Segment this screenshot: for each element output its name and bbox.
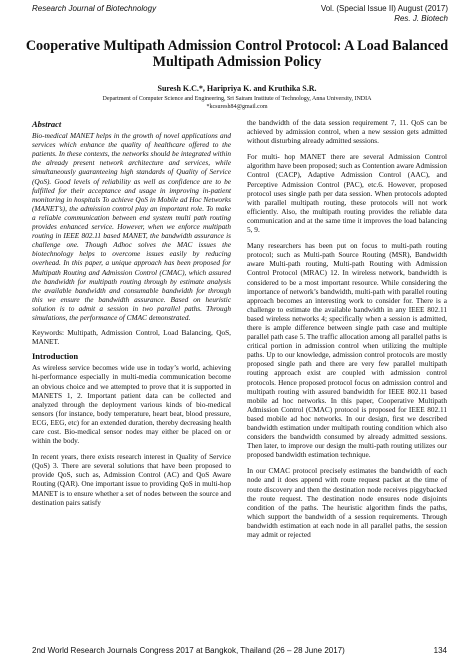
journal-volume-block bbox=[321, 4, 448, 24]
abstract-heading: Abstract bbox=[32, 119, 62, 129]
introduction-heading: Introduction bbox=[32, 351, 79, 362]
right-paragraph-3: Many researchers has been put on focus to multi-path routing protocol; such as Multi-path Source Routing (MSR), Bandwidth aware Multi-path routing, Multi-path Routing with Admission Control Protocol (MRAC) 12. In wireless network, bandwidth is considered to be a most important resource. While considering the importance of network’s bandwidth, multi-path with parallel routing approach becomes an interesting work to consider for. There is a challenge to estimate the available bandwidth in any IEEE 802.11 based wireless networks 4; specifically when a session is admitted, there is ample difference between single path case and multiple parallel path case 5. The traffic allocation among all parallel paths is critical portion in admission control when utilizing the multiple paths. Up to our knowledge, admission control protocols are mostly proposed single path and there are very few parallel multipath routing approach exist are coupled with admission control protocols. Hence proposed protocol focus on admission control and multipath routing with assured bandwidth for IEEE 802.11 based mobile ad hoc networks. In this paper, Cooperative Multipath Admission Control (CMAC) protocol is proposed for IEEE 802.11 based mobile ad hoc networks. In our design, first we described bandwidth estimation under multipath routing condition which also considers the bandwidth consumed by already admitted sessions. Then later, to improve our design the multi-path routing utilizes our proposed bandwidth estimation technique. bbox=[247, 241, 447, 460]
intro-paragraph-2: In recent years, there exists research interest in Quality of Service (QoS) 3. There are several solutions that have been proposed to provide QoS, such as, Admission Control (AC) and QoS Aware Routing (QAR). One important issue to providing QoS in multi-hop MANET is to ensure whether a set of nodes between the source and destination pairs satisfy bbox=[32, 452, 231, 507]
author-affiliation-block bbox=[22, 95, 452, 111]
journal-name: Research Journal of Biotechnology bbox=[32, 4, 157, 13]
keywords: Keywords: Multipath, Admission Control, Load Balancing, QoS, MANET. bbox=[32, 328, 231, 347]
right-paragraph-4: In our CMAC protocol precisely estimates the bandwidth of each node and it does append with route request packet at the time of route discovery and then the destination node receives piggybacked the route request. The destination node ensures node disjoints condition of the paths. The heuristic algorithm finds the paths, which support the bandwidth of a session requirements. Through bandwidth estimation at each node in all parallel paths, the session may admit or rejected bbox=[247, 466, 447, 540]
left-column bbox=[32, 120, 231, 514]
footer-conference: 2nd World Research Journals Congress 2017 at Bangkok, Thailand (26 – 28 June 2017) bbox=[32, 646, 345, 655]
journal-abbrev: Res. J. Biotech bbox=[394, 14, 448, 23]
paper-title: Cooperative Multipath Admission Control Protocol: A Load Balanced Multipath Admission Policy bbox=[25, 38, 449, 70]
abstract-text: Bio-medical MANET helps in the growth of novel applications and services which enhance the quality of healthcare offered to the patients. In these contexts, the networks should be integrated within the already present network architecture and services, while simultaneously guaranteeing high standards of Quality of Service (QoS). Good levels of reliability as well as confidence are to be fulfilled for their acceptance and usage in improving in-patient monitoring in hospitals To achieve QoS in Mobile ad Hoc Networks (MANET’s), the admission control play an important role. To make a reliable communication between end system multi path routing provides enhanced service. However, when we enforce multipath routing in IEEE 802.11 based MANET, the bandwidth assurance is challenge one. Though Adhoc solves the MAC issues the biotechnology helps to overcome issues easily by reducing overhead. In this paper, a unique approach has been proposed for Multipath Routing and Admission Control (CMAC), which assured the bandwidth for multipath routing through by estimate analysis the available bandwidth and consumable bandwidth for through this we ensure the bandwidth assurance. Based on heuristic solution is to admit a session in two parallel paths. Through simulations, the performance of CMAC demonstrated. bbox=[32, 131, 231, 322]
right-column bbox=[247, 118, 447, 546]
page-footer bbox=[32, 646, 447, 655]
page-number: 134 bbox=[433, 646, 447, 655]
intro-paragraph-1: As wireless service becomes wide use in today’s world, achieving hi-performance especially in multi-media communication become an obvious choice and we attempted to prove that it is supported in MANETS 1, 2. Important patient data can be collected and analyzed through the deployment various kinds of bio-medical sensors (for instance, body temperature, heart beat, blood pressure, ECG, EEG, etc) for an extended duration, thereby decreasing health care cost. Bio-medical sensor nodes may either be placed on or within the body. bbox=[32, 363, 231, 446]
right-paragraph-2: For multi- hop MANET there are several Admission Control algorithm have been proposed; such as Contention aware Admission Control (CACP), Adaptive Admission Control (AAC), and Perceptive Admission Control (PAC), etc.6. However, proposed protocol uses single path per data session. When protocols adopted with parallel multipath routing, these protocols will not work efficiently. Also, the multipath routing provides the reliable data communication and at the same time it improves the load balancing 5, 9. bbox=[247, 152, 447, 235]
paper-authors: Suresh K.C.*, Haripriya K. and Kruthika S.R. bbox=[157, 84, 317, 93]
right-paragraph-1: the bandwidth of the data session requirement 7, 11. QoS can be achieved by admission control, when a new session gets admitted without disturbing already admitted sessions. bbox=[247, 118, 447, 146]
author-email: *kcsuresh84@gmail.com bbox=[206, 104, 268, 110]
author-affiliation: Department of Computer Science and Engineering, Sri Sairam Institute of Technology, Anna University, INDIA bbox=[102, 96, 372, 102]
journal-volume: Vol. (Special Issue II) August (2017) bbox=[320, 4, 448, 13]
